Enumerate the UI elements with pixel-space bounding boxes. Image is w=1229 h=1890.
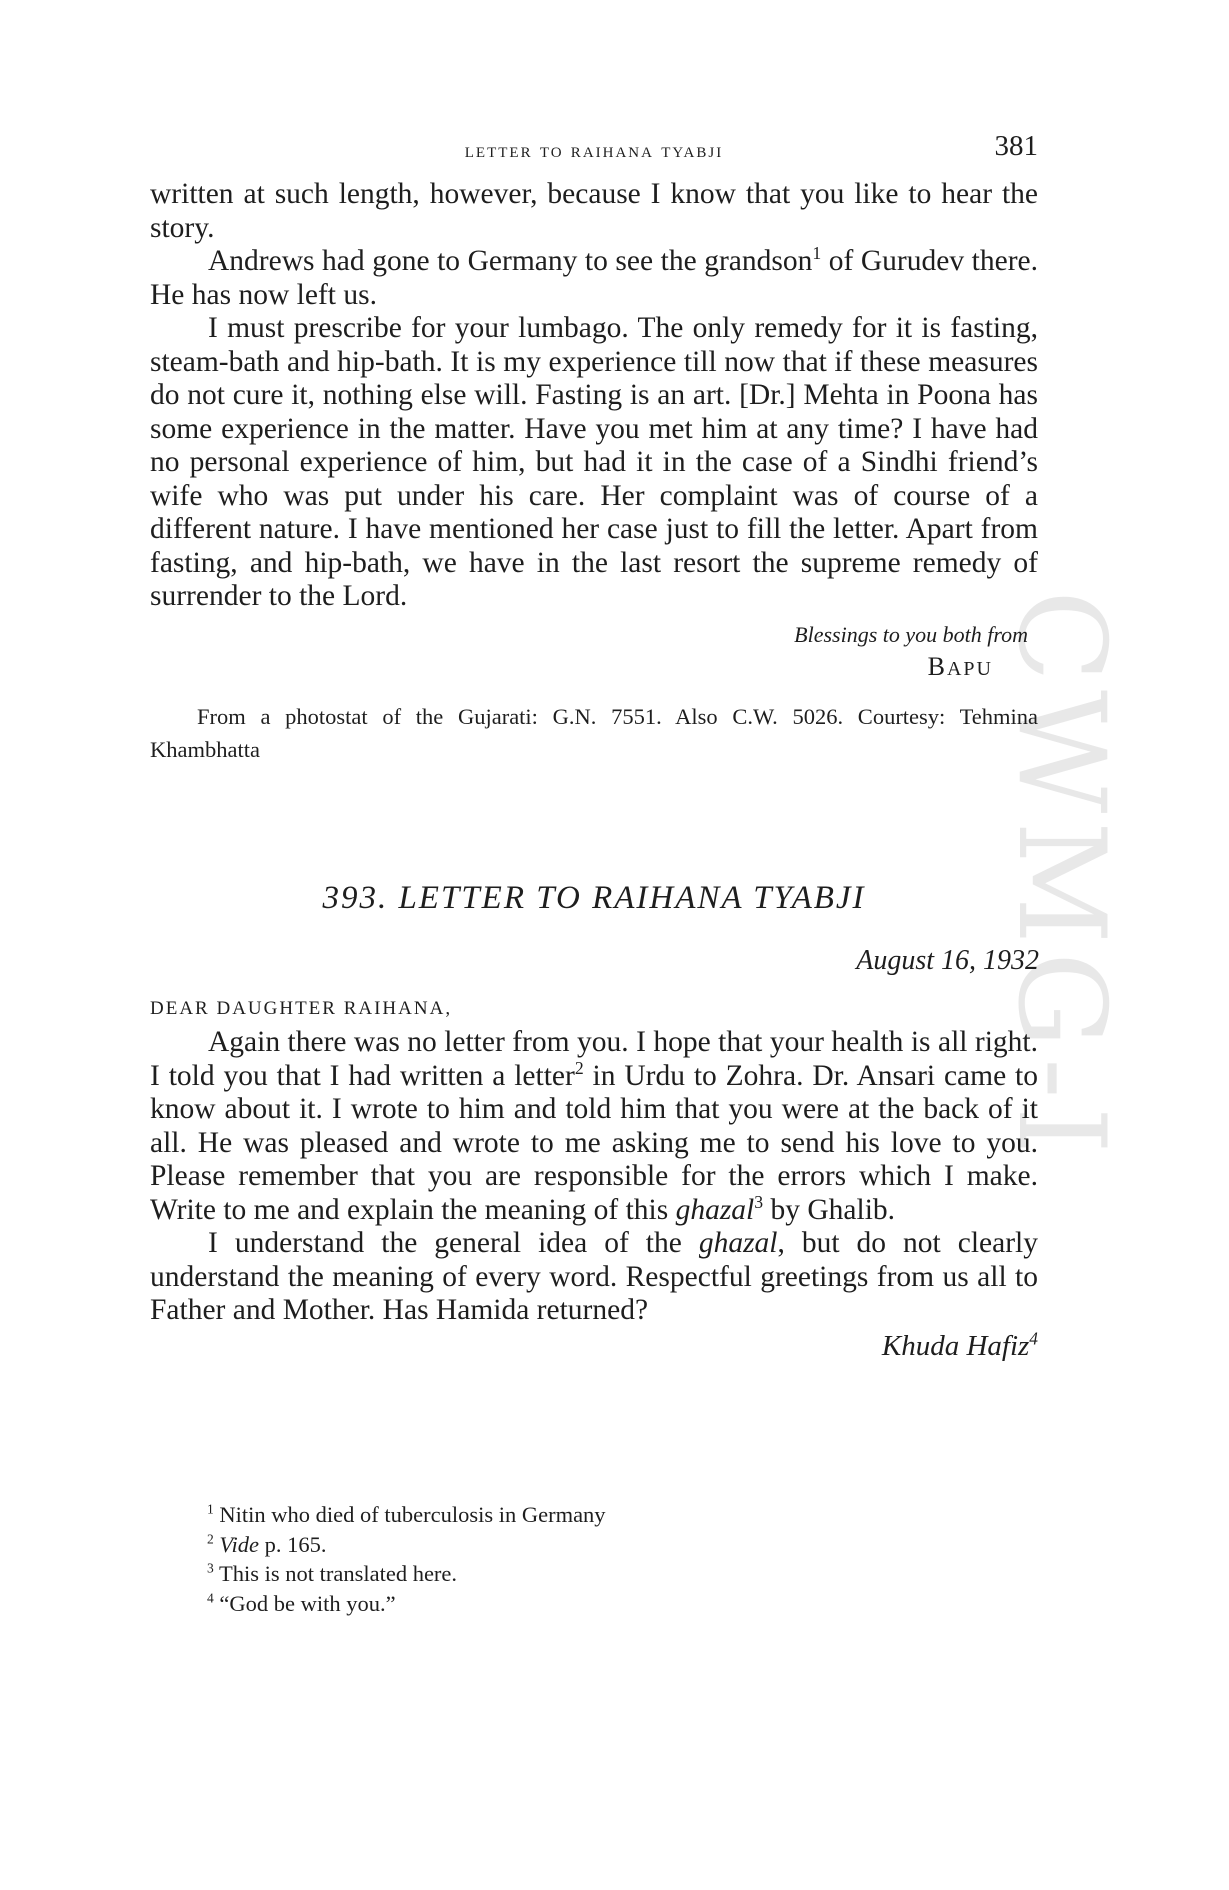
signature — [150, 652, 1038, 682]
article-title: 393. LETTER TO RAIHANA TYABJI — [322, 880, 866, 916]
signature-initial: B — [927, 651, 947, 681]
text-span: Andrews had gone to Germany to see the grandson — [208, 245, 813, 277]
watermark-text: CWMG-I — [991, 590, 1130, 1163]
footnote-text: This is not translated here. — [218, 1561, 458, 1586]
footnote-ref: 1 — [812, 243, 822, 264]
salutation: DEAR DAUGHTER RAIHANA, — [150, 998, 453, 1019]
text-span: Again there was no letter from you. I hope that your health is all right. I told you that I had written a letter — [150, 1026, 1038, 1092]
paragraph: written at such length, however, because I know that you like to hear the story. — [150, 178, 1038, 244]
text-span: by Ghalib. — [763, 1193, 896, 1226]
footnote-text: p. 165. — [258, 1531, 327, 1557]
paragraph — [150, 245, 1038, 312]
closing — [150, 1327, 1038, 1363]
closing-text: Khuda Hafiz — [881, 1329, 1030, 1362]
footnote-italic: Vide — [219, 1531, 259, 1557]
text-span: of Gurudev there. He has now left us. — [150, 245, 1038, 311]
page-number: 381 — [994, 130, 1038, 162]
footnote — [207, 1500, 907, 1530]
page-header — [150, 130, 1038, 170]
source-note: From a photostat of the Gujarati: G.N. 7551. Also C.W. 5026. Courtesy: Tehmina Khambhatta — [150, 703, 1038, 762]
text-span: in Urdu to Zohra. Dr. Ansari came to know about it. I wrote to him and told him that you were at the back of it all. He was pleased and wrote to me asking me to send his love to you. Please remember that you are responsible for the errors which I make. Write to me and explain the meaning of this — [150, 1059, 1038, 1226]
footnote-number: 4 — [207, 1590, 214, 1605]
continued-letter — [150, 178, 1038, 766]
footnote-number: 3 — [207, 1560, 214, 1576]
letter-body — [150, 998, 1038, 1363]
paragraph — [150, 1026, 1038, 1227]
signature-rest: APU — [946, 657, 993, 680]
footnote-number: 1 — [207, 1501, 214, 1517]
footnotes — [207, 1500, 907, 1618]
running-head: letter to raihana tyabji — [464, 138, 724, 162]
paragraph: I must prescribe for your lumbago. The only remedy for it is fasting, steam-bath and hip-bath. It is my experience till now that if these measures do not cure it, nothing else will. Fasting is an art. [Dr.] Mehta in Poona has some experience in the matter. Have you met him at any time? I have had no personal experience of him, but had it in the case of a Sindhi friend’s wife who was put under his care. Her complaint was of course of a different nature. I have mentioned her case just to fill the letter. Apart from fasting, and hip-bath, we have in the last resort the supreme remedy of surrender to the Lord. — [150, 312, 1038, 612]
footnote-number: 2 — [207, 1531, 214, 1546]
footnote-ref: 2 — [574, 1057, 584, 1078]
letter-date: August 16, 1932 — [856, 945, 1039, 976]
footnote — [207, 1559, 907, 1589]
paragraph — [150, 1227, 1038, 1328]
footnote-ref: 4 — [1029, 1327, 1038, 1348]
blessing-line: Blessings to you both from — [794, 621, 1028, 647]
text-span: I understand the general idea of the — [208, 1227, 699, 1259]
footnote-text: Nitin who died of tuberculosis in Germany — [219, 1502, 606, 1527]
italic-term: ghazal — [675, 1193, 755, 1226]
footnote-text: “God be with you.” — [219, 1590, 396, 1616]
footnote-ref: 3 — [754, 1191, 764, 1212]
footnote — [207, 1530, 907, 1560]
footnote — [207, 1589, 907, 1619]
italic-term: ghazal — [698, 1227, 778, 1259]
text-span: , but do not clearly understand the meaning of every word. Respectful greetings from us all to Father and Mother. Has Hamida returned? — [150, 1227, 1038, 1326]
